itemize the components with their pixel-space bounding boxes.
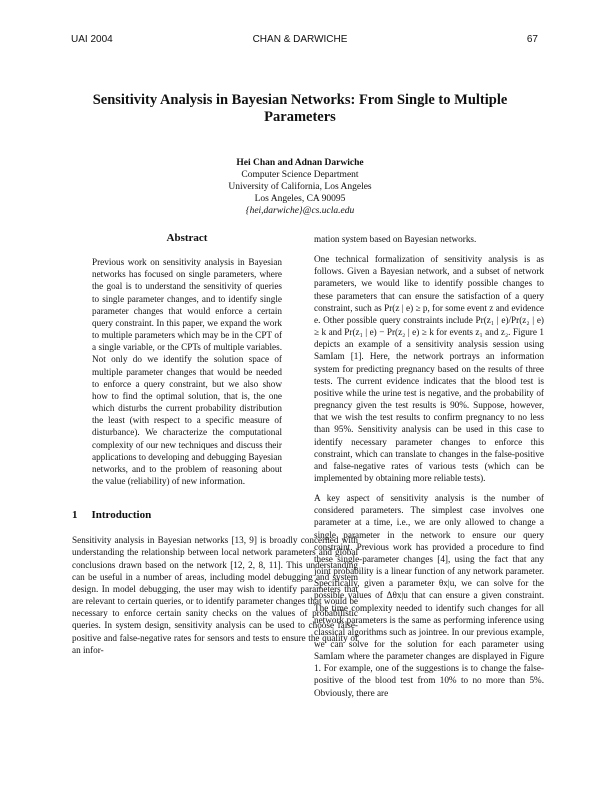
- author-city: Los Angeles, CA 90095: [254, 194, 346, 204]
- abstract-text: Previous work on sensitivity analysis in Bayesian networks has focused on single parameters, where the goal is to understand the sensitivity of queries to single parameter changes, and to identify single parameter changes that would enforce a certain query constraint. In this paper, we expand the work to multiple parameters which may be in the CPT of a single variable, or the CPTs of multiple variables. Not only do we identify the solution space of multiple parameter changes that would be needed to enforce a query constraint, but we also show how to find the optimal solution, that is, the one which disturbs the current probability distribution the least (with respect to a specific measure of disturbance). We characterize the computational complexity of our new techniques and discuss their applications to developing and debugging Bayesian networks, and to the problem of reasoning about the value (reliability) of new information.: [92, 257, 282, 486]
- author-block: [150, 157, 450, 217]
- author-email: {hei,darwiche}@cs.ucla.edu: [245, 206, 355, 216]
- paper-title-line-2: Parameters: [264, 109, 336, 125]
- right-column: [314, 233, 544, 707]
- right-paragraph-key-aspect: A key aspect of sensitivity analysis is the number of considered parameters. The simplest case involves one parameter at a time, i.e., we are only allowed to change a single parameter in the network to ensure our query constraint. Previous work has provided a procedure to find these single-parameter changes [4], using the fact that any joint probability is a linear function of any network parameter. Specifically, given a parameter θx|u, we can solve for the possible values of Δθx|u that can ensure a given constraint. The time complexity needed to identify such changes for all network parameters is the same as performing inference using classical algorithms such as jointree. In our previous example, we can solve for the solution for each parameter using SamIam where the parameter changes are displayed in Figure 1. For example, one of the suggestions is to change the false-positive of the blood test from 10% to no more than 5%. Obviously, there are: [314, 493, 544, 698]
- page-number: 67: [526, 34, 538, 45]
- author-department: Computer Science Department: [241, 170, 359, 180]
- paper-title: [60, 92, 540, 126]
- author-names: Hei Chan and Adnan Darwiche: [236, 158, 364, 168]
- intro-paragraph: Sensitivity analysis in Bayesian networks [13, 9] is broadly concerned with understanding the relationship between local network parameters and global conclusions drawn based on the network [12, 2, 8, 11]. This understanding can be useful in a number of areas, including model debugging and system design. In model debugging, the user may wish to identify parameters that are relevant to certain queries, or to identify parameter changes that would be necessary to enforce certain sanity checks on the values of probabilistic queries. In system design, sensitivity analysis can be used to choose false-positive and false-negative rates for sensors and tests to ensure the quality of an infor-: [72, 535, 358, 655]
- running-header-venue: UAI 2004: [71, 34, 113, 45]
- abstract-body: [92, 256, 282, 487]
- right-paragraph-continued: mation system based on Bayesian networks.: [314, 234, 477, 244]
- abstract-heading: Abstract: [166, 232, 208, 244]
- right-paragraph-formalization: One technical formalization of sensitivity analysis is as follows. Given a Bayesian network, and a subset of network parameters, we would like to identify possible changes to these parameters that can ensure the satisfaction of a query constraint, such as Pr(z | e) ≥ p, for some event z and evidence e. Other possible query constraints include Pr(z₁ | e)/Pr(z₂ | e) ≥ k and Pr(z₁ | e) − Pr(z₂ | e) ≥ k for events z₁ and z₂. Figure 1 depicts an example of a sensitivity analysis session using SamIam [1]. Here, the network portrays an information system for predicting pregnancy based on the results of three tests. The current evidence indicates that the blood test is positive while the urine test is negative, and the probability of pregnancy given the test results is 90%. Suppose, however, that we wish the test results to confirm pregnancy to no less than 95%. Sensitivity analysis can be used in this case to identify necessary parameter changes to enforce this constraint, which can translate to changes in the false-positive and false-negative rates of various tests (which can be implemented by obtaining more reliable tests).: [314, 254, 544, 483]
- author-university: University of California, Los Angeles: [228, 182, 372, 192]
- running-header-authors: CHAN & DARWICHE: [252, 34, 348, 45]
- section-number: 1: [72, 509, 78, 522]
- section-title: Introduction: [91, 509, 152, 522]
- paper-title-line-1: Sensitivity Analysis in Bayesian Networks: From Single to Multiple: [92, 92, 508, 108]
